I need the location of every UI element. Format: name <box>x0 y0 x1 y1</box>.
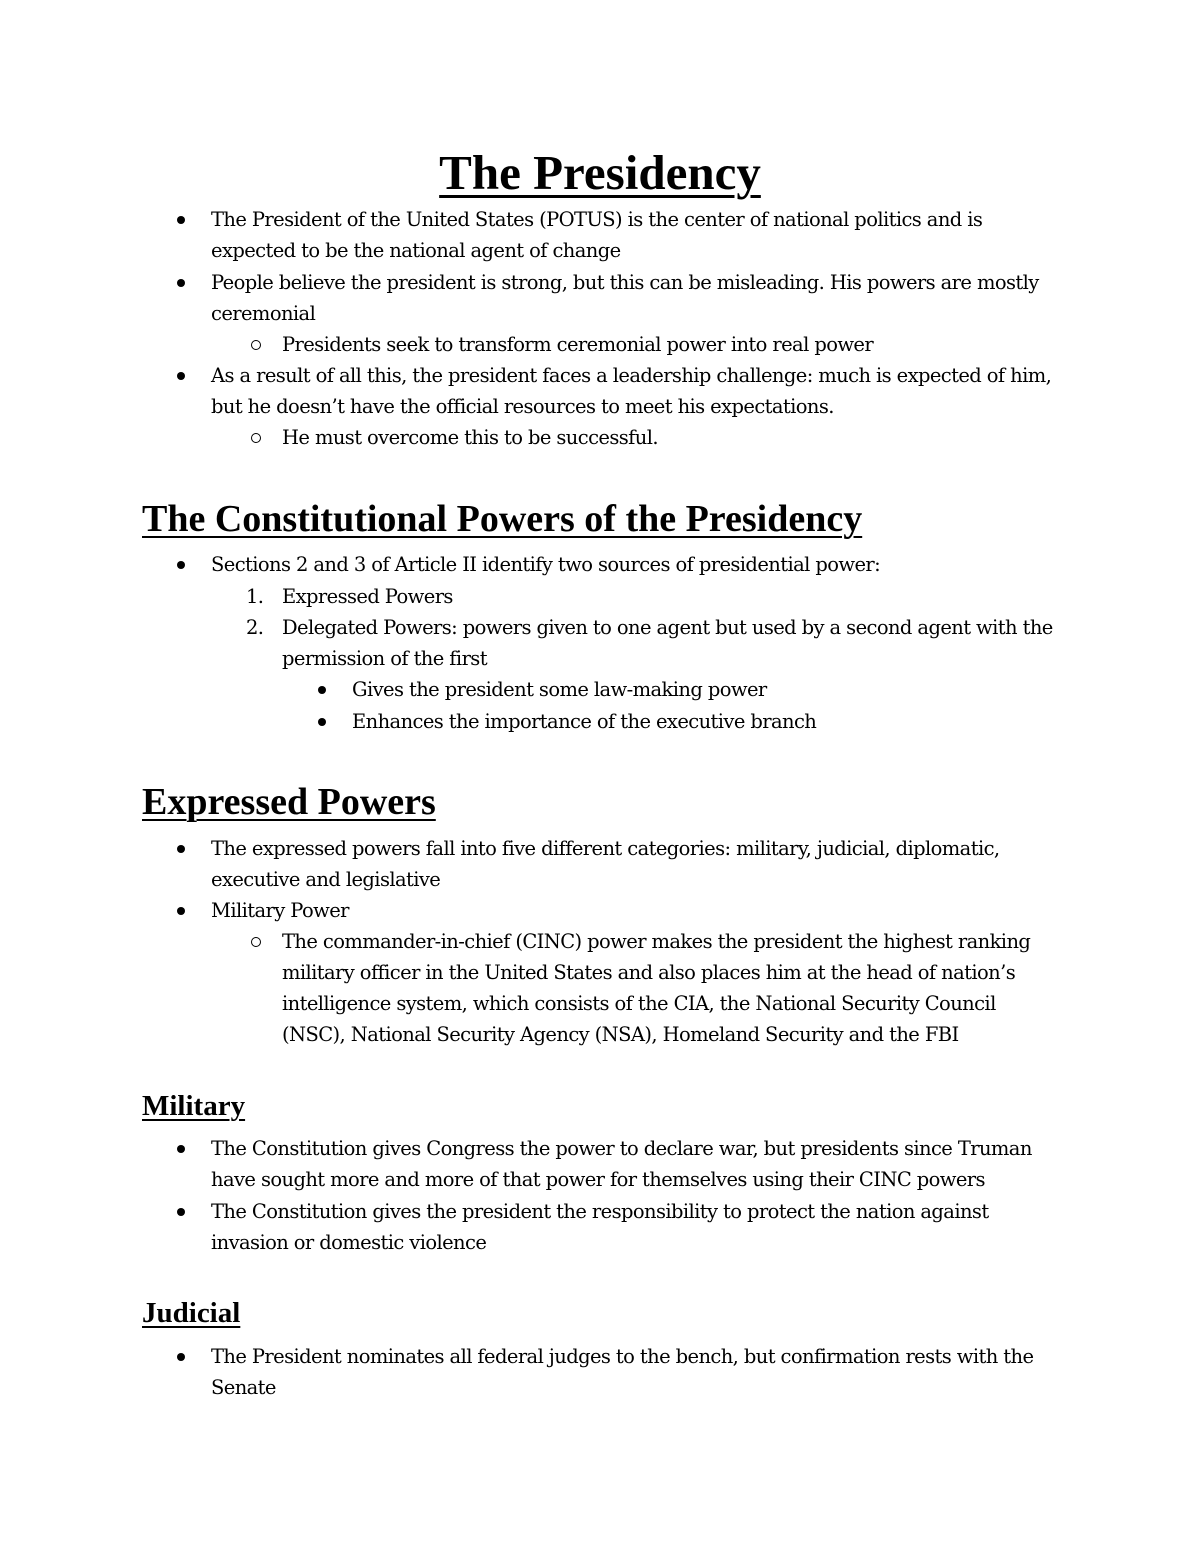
list-item <box>352 706 1092 737</box>
bullet-icon <box>177 1353 185 1361</box>
list-item-text: The President of the United States (POTUS) is the center of national politics and is expected to be the national agent of change <box>211 208 983 262</box>
list-item <box>211 895 1091 926</box>
list-item-text: Sections 2 and 3 of Article II identify two sources of presidential power: <box>211 553 881 576</box>
bullet-icon <box>318 686 326 694</box>
list-item <box>211 204 1011 266</box>
section-heading-military: Military <box>142 1090 246 1122</box>
section-heading-judicial: Judicial <box>142 1297 241 1329</box>
list-item <box>211 267 1061 329</box>
numbered-item <box>246 612 1072 674</box>
list-item-text: As a result of all this, the president faces a leadership challenge: much is expected of him, but he doesn’t have the official resources to meet his expectations. <box>211 364 1052 418</box>
list-item <box>211 549 1091 580</box>
list-item-text: The commander-in-chief (CINC) power makes the president the highest ranking military officer in the United States and also places him at the head of nation’s intelligence system, which consists of the CIA, the National Security Council (NSC), National Security Agency (NSA), Homeland Security and the FBI <box>282 930 1031 1046</box>
bullet-icon <box>318 718 326 726</box>
list-item-text: Military Power <box>211 899 349 922</box>
list-item <box>282 422 1082 453</box>
list-item-text: Expressed Powers <box>282 585 453 608</box>
bullet-icon <box>177 279 185 287</box>
bullet-icon <box>177 845 185 853</box>
list-item-text: Presidents seek to transform ceremonial power into real power <box>282 333 874 356</box>
hollow-bullet-icon <box>251 937 261 947</box>
list-item <box>211 833 1041 895</box>
list-item <box>211 1341 1051 1403</box>
page-title: The Presidency <box>439 145 761 200</box>
list-item-text: The expressed powers fall into five different categories: military, judicial, diplomatic, executive and legislative <box>211 837 1000 891</box>
list-item-text: The Constitution gives the president the responsibility to protect the nation against invasion or domestic violence <box>211 1200 989 1254</box>
list-item <box>352 674 1092 705</box>
bullet-icon <box>177 907 185 915</box>
list-item <box>282 926 1047 1050</box>
list-number: 2. <box>246 616 264 639</box>
list-item-text: The Constitution gives Congress the power to declare war, but presidents since Truman have sought more and more of that power for themselves using their CINC powers <box>211 1137 1032 1191</box>
list-number: 1. <box>246 585 264 608</box>
list-item <box>211 360 1071 422</box>
list-item <box>282 329 1082 360</box>
bullet-icon <box>177 1145 185 1153</box>
numbered-item <box>246 581 1082 612</box>
bullet-icon <box>177 372 185 380</box>
list-item <box>211 1196 1011 1258</box>
hollow-bullet-icon <box>251 433 261 443</box>
hollow-bullet-icon <box>251 340 261 350</box>
list-item-text: Enhances the importance of the executive branch <box>352 710 817 733</box>
section-heading-constitutional-powers: The Constitutional Powers of the Presidency <box>142 498 863 540</box>
list-item-text: Gives the president some law-making power <box>352 678 767 701</box>
list-item-text: He must overcome this to be successful. <box>282 426 658 449</box>
list-item-text: People believe the president is strong, but this can be misleading. His powers are mostly ceremonial <box>211 271 1039 325</box>
bullet-icon <box>177 1208 185 1216</box>
list-item-text: The President nominates all federal judges to the bench, but confirmation rests with the Senate <box>211 1345 1034 1399</box>
section-heading-expressed-powers: Expressed Powers <box>142 781 436 823</box>
bullet-icon <box>177 216 185 224</box>
bullet-icon <box>177 561 185 569</box>
list-item <box>211 1133 1046 1195</box>
list-item-text: Delegated Powers: powers given to one agent but used by a second agent with the permission of the first <box>282 616 1053 670</box>
